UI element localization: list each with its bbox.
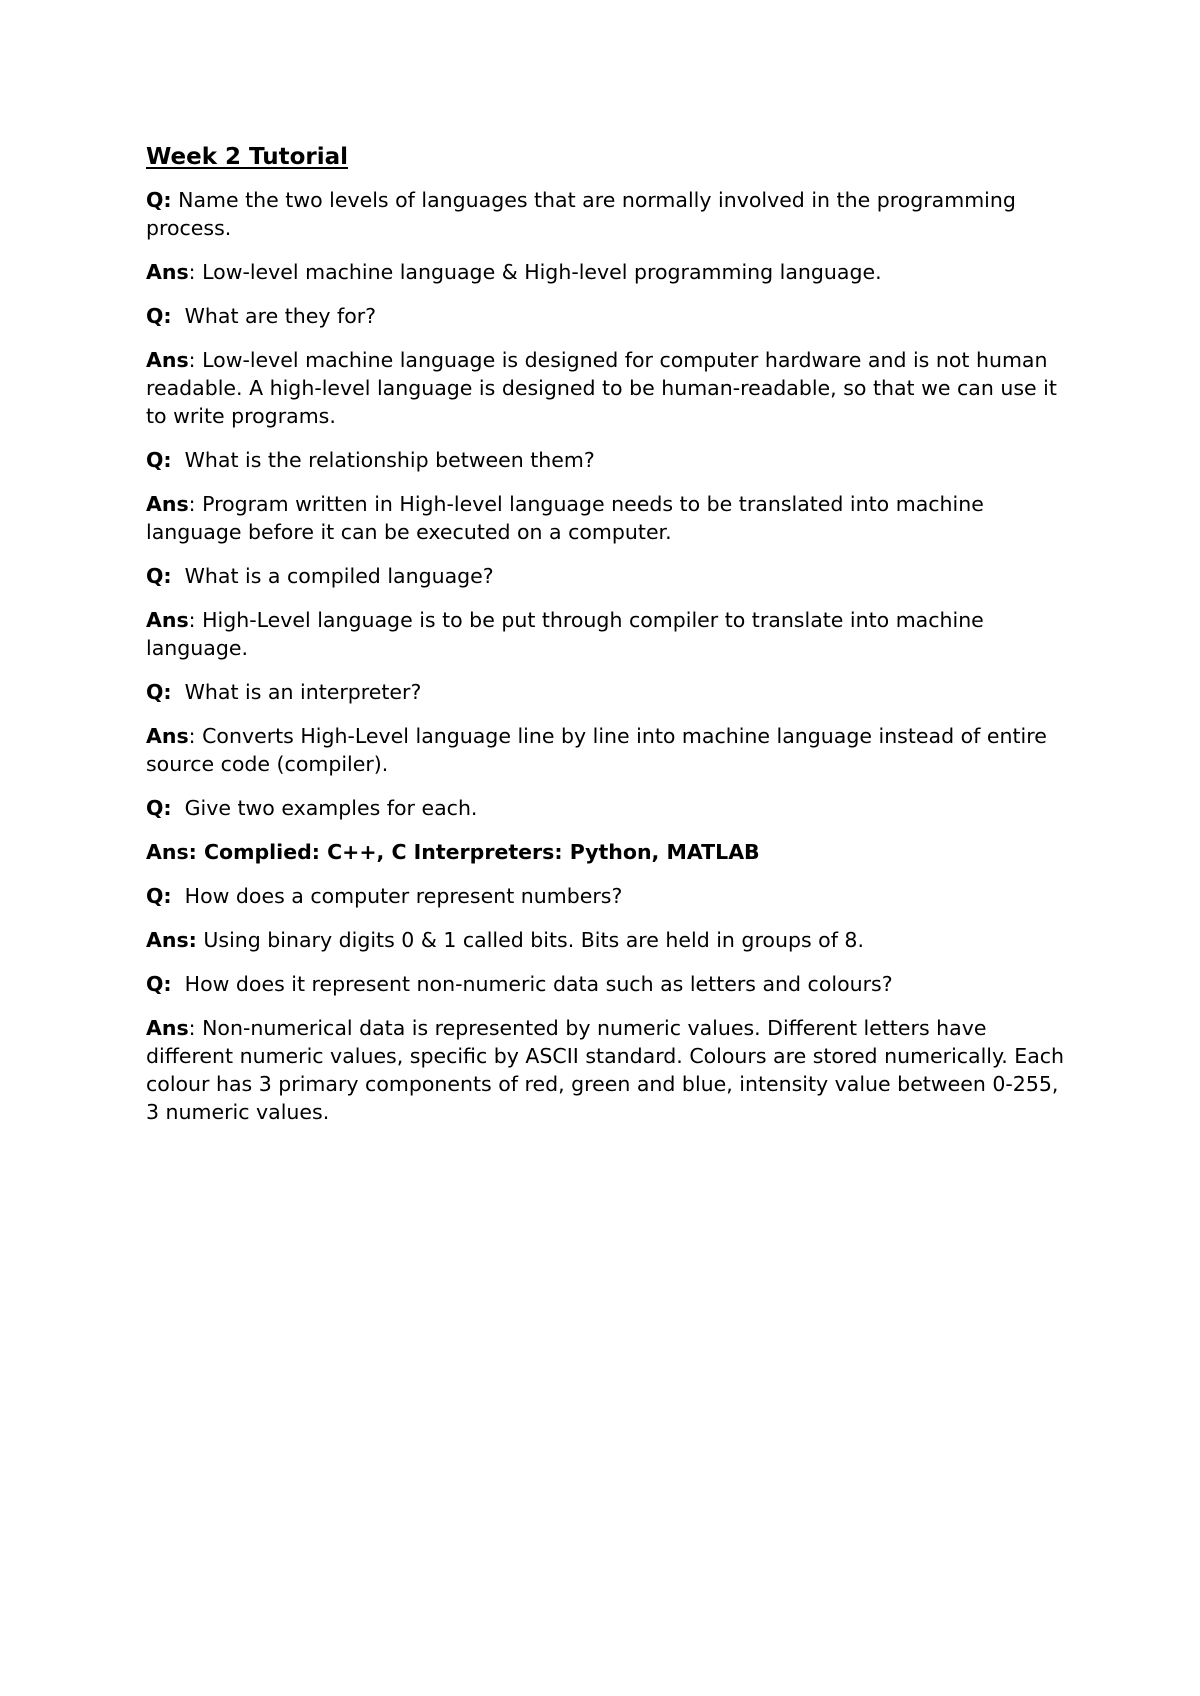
answer-6: Ans: Complied: C++, C Interpreters: Python, MATLAB — [146, 840, 760, 864]
question-label: Q: — [146, 972, 172, 996]
answer-label: Ans — [146, 348, 189, 372]
answer-text: Using binary digits 0 & 1 called bits. Bits are held in groups of 8. — [196, 928, 864, 952]
question-4 — [146, 562, 1076, 590]
question-6 — [146, 794, 1076, 822]
answer-text: : High-Level language is to be put through compiler to translate into machine language. — [146, 608, 984, 660]
question-8 — [146, 970, 1076, 998]
question-label: Q: — [146, 884, 172, 908]
answer-3 — [146, 490, 1076, 546]
question-label: Q: — [146, 188, 172, 212]
answer-label: Ans — [146, 724, 189, 748]
question-label: Q: — [146, 796, 172, 820]
question-text: How does it represent non-numeric data such as letters and colours? — [171, 972, 893, 996]
answer-label: Ans — [146, 492, 189, 516]
answer-text: : Program written in High-level language needs to be translated into machine language before it can be executed on a computer. — [146, 492, 984, 544]
question-1 — [146, 186, 1076, 242]
question-label: Q: — [146, 680, 172, 704]
question-7 — [146, 882, 1076, 910]
answer-label: Ans — [146, 1016, 189, 1040]
answer-5 — [146, 722, 1076, 778]
answer-8 — [146, 1014, 1076, 1126]
question-text: What is a compiled language? — [171, 564, 494, 588]
answer-label: Ans: — [146, 928, 197, 952]
question-text: What are they for? — [171, 304, 377, 328]
question-label: Q: — [146, 448, 172, 472]
page-title: Week 2 Tutorial — [146, 144, 349, 170]
question-2 — [146, 302, 1076, 330]
question-3 — [146, 446, 1076, 474]
question-text: What is the relationship between them? — [171, 448, 595, 472]
answer-7 — [146, 926, 1076, 954]
answer-text: : Non-numerical data is represented by numeric values. Different letters have different numeric values, specific by ASCII standard. Colours are stored numerically. Each colour has 3 primary components of red, green and blue, intensity value between 0-255, 3 numeric values. — [146, 1016, 1065, 1124]
answer-4 — [146, 606, 1076, 662]
answer-text: : Low-level machine language is designed for computer hardware and is not human readable. A high-level language is designed to be human-readable, so that we can use it to write programs. — [146, 348, 1057, 428]
answer-label: Ans — [146, 260, 189, 284]
answer-label: Ans — [146, 608, 189, 632]
document-page — [146, 142, 1076, 1142]
answer-text: : Converts High-Level language line by line into machine language instead of entire source code (compiler). — [146, 724, 1047, 776]
answer-2 — [146, 346, 1076, 430]
question-text: What is an interpreter? — [171, 680, 422, 704]
question-text: Give two examples for each. — [171, 796, 478, 820]
answer-1 — [146, 258, 1076, 286]
answer-text: : Low-level machine language & High-level programming language. — [188, 260, 882, 284]
question-label: Q: — [146, 304, 172, 328]
question-text: How does a computer represent numbers? — [171, 884, 623, 908]
question-5 — [146, 678, 1076, 706]
question-label: Q: — [146, 564, 172, 588]
question-text: Name the two levels of languages that are normally involved in the programming process. — [146, 188, 1016, 240]
